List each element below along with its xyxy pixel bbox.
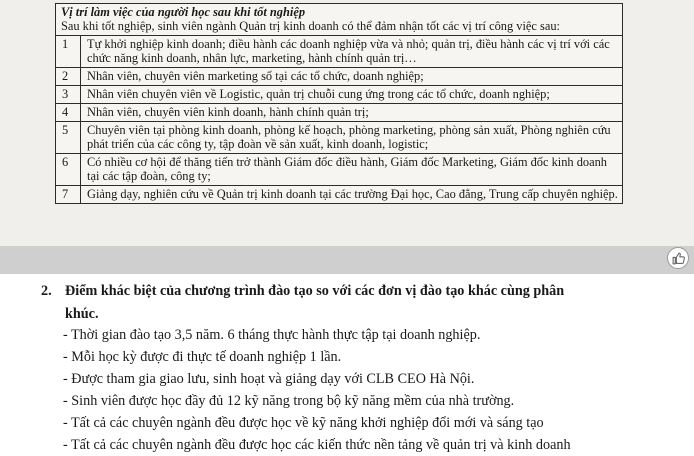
row-number: 2 <box>56 68 81 86</box>
row-text: Nhân viên, chuyên viên marketing số tại các tổ chức, doanh nghiệp; <box>81 68 623 86</box>
section-number: 2. <box>41 283 52 299</box>
table-row <box>56 86 623 104</box>
list-item: - Sinh viên được học đầy đủ 12 kỹ năng trong bộ kỹ năng mềm của nhà trường. <box>63 393 515 409</box>
row-number: 3 <box>56 86 81 104</box>
section-heading-line2: khúc. <box>65 306 99 322</box>
section-heading-line1: Điểm khác biệt của chương trình đào tạo so với các đơn vị đào tạo khác cùng phân <box>65 283 565 299</box>
row-text: Có nhiều cơ hội để thăng tiến trở thành Giám đốc điều hành, Giám đốc Marketing, Giám đốc kinh doanh tại các tập đoàn, công ty; <box>81 154 623 186</box>
table-header-row <box>56 4 623 36</box>
table-row <box>56 122 623 154</box>
job-positions-table <box>55 3 623 204</box>
list-item: - Thời gian đào tạo 3,5 năm. 6 tháng thực hành thực tập tại doanh nghiệp. <box>63 327 481 343</box>
image-bottom-bar <box>0 246 694 274</box>
row-text: Nhân viên chuyên viên về Logistic, quản trị chuỗi cung ứng trong các tổ chức, doanh nghiệp; <box>81 86 623 104</box>
row-number: 6 <box>56 154 81 186</box>
thumbs-up-icon <box>672 252 685 265</box>
list-item: - Tất cả các chuyên ngành đều được học các kiến thức nền tảng về quản trị và kinh doanh <box>63 437 571 453</box>
table-row <box>56 154 623 186</box>
section-2 <box>0 274 694 454</box>
table-intro: Sau khi tốt nghiệp, sinh viên ngành Quản trị kinh doanh có thể đảm nhận tốt các vị trí công việc sau: <box>61 19 560 33</box>
list-item: - Tất cả các chuyên ngành đều được học về kỹ năng khởi nghiệp đổi mới và sáng tạo <box>63 415 544 431</box>
row-text: Nhân viên, chuyên viên kinh doanh, hành chính quản trị; <box>81 104 623 122</box>
table-row <box>56 104 623 122</box>
row-number: 7 <box>56 186 81 204</box>
list-item: - Được tham gia giao lưu, sinh hoạt và giảng dạy với CLB CEO Hà Nội. <box>63 371 475 387</box>
table-row <box>56 36 623 68</box>
table-title: Vị trí làm việc của người học sau khi tốt nghiệp <box>61 5 306 19</box>
row-text: Chuyên viên tại phòng kinh doanh, phòng kế hoạch, phòng marketing, phòng sản xuất, Phòng nghiên cứu phát triển của các công ty, tập đoàn về sản xuất, kinh doanh, logistic; <box>81 122 623 154</box>
table-row <box>56 68 623 86</box>
row-number: 4 <box>56 104 81 122</box>
list-item: - Mỗi học kỳ được đi thực tế doanh nghiệp 1 lần. <box>63 349 342 365</box>
row-number: 1 <box>56 36 81 68</box>
section-heading <box>41 280 671 326</box>
table-header-cell <box>56 4 623 36</box>
like-button[interactable] <box>667 247 689 269</box>
bullet-list <box>63 324 688 456</box>
row-text: Tự khởi nghiệp kinh doanh; điều hành các doanh nghiệp vừa và nhỏ; quản trị, điều hành các vị trí với các chức năng kinh doanh, nhân lực, marketing, hành chính quản trị… <box>81 36 623 68</box>
table-row <box>56 186 623 204</box>
row-text: Giảng dạy, nghiên cứu về Quản trị kinh doanh tại các trường Đại học, Cao đẳng, Trung cấp chuyên nghiệp. <box>81 186 623 204</box>
row-number: 5 <box>56 122 81 154</box>
